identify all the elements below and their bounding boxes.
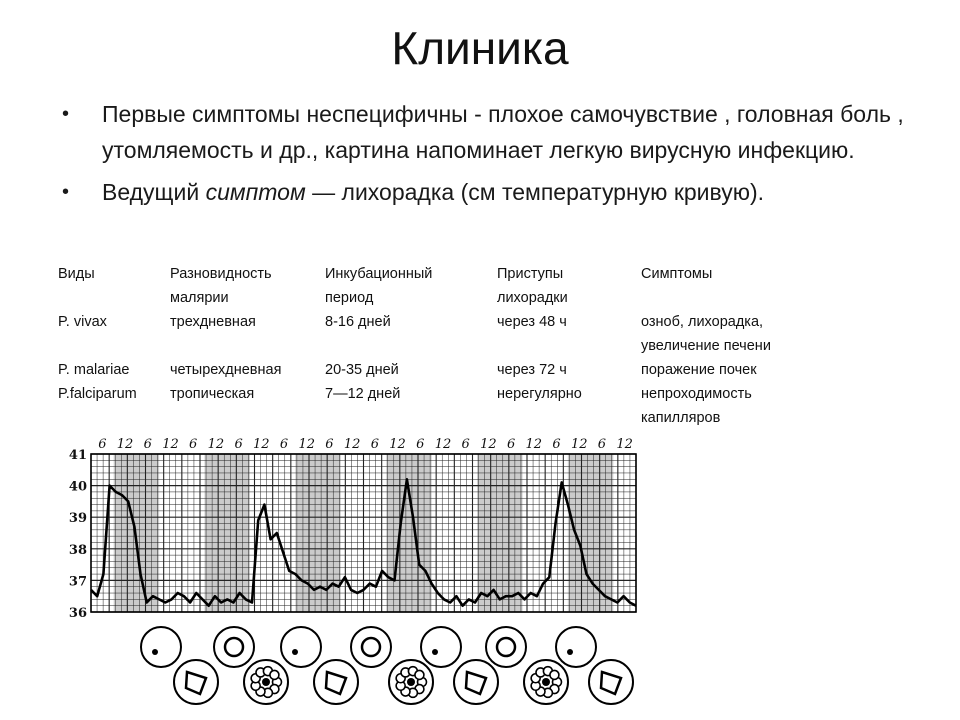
- blood-cell: [556, 627, 596, 667]
- table-row: [58, 310, 818, 358]
- parasite-dot: [292, 649, 298, 655]
- table-cell: озноб, лихорадка, увеличение печени: [641, 314, 771, 354]
- y-tick-label: 36: [68, 606, 87, 621]
- table-cell: 8-16 дней: [325, 314, 391, 330]
- x-tick-label: 12: [525, 437, 543, 452]
- table-cell: поражение почек: [641, 362, 757, 378]
- table-cell: через 72 ч: [497, 362, 567, 378]
- blood-cell: [281, 627, 321, 667]
- table-header: Разновидность малярии: [170, 266, 272, 306]
- x-tick-label: 12: [616, 437, 633, 452]
- blood-cell: [214, 627, 254, 667]
- blood-cell: [141, 627, 181, 667]
- x-tick-label: 6: [189, 437, 198, 452]
- x-tick-label: 12: [343, 437, 361, 452]
- x-tick-label: 6: [370, 437, 379, 452]
- x-tick-label: 6: [416, 437, 425, 452]
- table-cell: непроходимость капилляров: [641, 386, 752, 426]
- table-cell: четырехдневная: [170, 362, 282, 378]
- x-tick-label: 6: [506, 437, 516, 452]
- table-cell: тропическая: [170, 386, 255, 402]
- bullet-text: Первые симптомы неспецифичны - плохое самочувствие , головная боль , утомляемость и др., картина напоминает легкую вирусную инфекцию.: [102, 101, 904, 163]
- parasite-dot: [152, 649, 158, 655]
- x-tick-label: 12: [162, 437, 179, 452]
- x-tick-label: 12: [480, 437, 497, 452]
- bullet-item: [62, 174, 922, 210]
- parasite-dot: [432, 649, 438, 655]
- y-tick-label: 41: [68, 448, 87, 463]
- blood-cell-illustrations: [141, 627, 633, 704]
- table-header: Симптомы: [641, 266, 713, 282]
- bullet-text-em: симптом: [205, 179, 306, 205]
- x-tick-label: 12: [570, 437, 588, 452]
- x-tick-label: 6: [461, 437, 470, 452]
- y-tick-label: 39: [68, 511, 87, 527]
- x-tick-label: 6: [597, 437, 607, 452]
- malaria-table: [58, 262, 818, 430]
- bullet-dot-icon: •: [62, 103, 70, 125]
- chart-stripe: [205, 454, 250, 612]
- bullet-list: [62, 96, 922, 216]
- x-tick-label: 12: [207, 437, 225, 452]
- chart-stripe: [386, 454, 431, 612]
- table-header: Инкубационный период: [325, 266, 433, 306]
- table-header: Приступы лихорадки: [497, 266, 568, 306]
- pigment-dot: [542, 678, 550, 686]
- chart-stripe: [477, 454, 522, 612]
- table-cell: P.falciparum: [58, 386, 137, 402]
- pigment-dot: [407, 678, 415, 686]
- blood-cell: [486, 627, 526, 667]
- y-tick-label: 40: [68, 479, 87, 495]
- merozoite: [270, 670, 279, 679]
- table-header-row: [58, 262, 818, 310]
- table-cell: трехдневная: [170, 314, 256, 330]
- bullet-item: [62, 96, 922, 168]
- x-tick-label: 6: [98, 437, 107, 452]
- table-header: Виды: [58, 266, 95, 282]
- chart-x-tick-labels: [98, 437, 633, 452]
- x-tick-label: 6: [552, 437, 561, 452]
- y-tick-label: 38: [68, 542, 87, 558]
- temperature-curve-figure: [56, 430, 656, 715]
- bullet-text-post: — лихорадка (см температурную кривую).: [305, 179, 765, 205]
- table-cell: 20-35 дней: [325, 362, 399, 378]
- parasite-dot: [567, 649, 573, 655]
- x-tick-label: 6: [325, 437, 334, 452]
- table-cell: через 48 ч: [497, 314, 567, 330]
- x-tick-label: 6: [234, 437, 243, 452]
- table-cell: нерегулярно: [497, 386, 582, 402]
- slide-title: Клиника: [391, 22, 569, 74]
- table-cell: P. malariae: [58, 362, 130, 378]
- blood-cell: [351, 627, 391, 667]
- x-tick-label: 12: [434, 437, 452, 452]
- pigment-dot: [262, 678, 270, 686]
- bullet-text-pre: Ведущий: [102, 179, 206, 205]
- table-row: [58, 382, 818, 430]
- y-tick-label: 37: [68, 574, 87, 590]
- table-cell: 7—12 дней: [325, 386, 401, 402]
- table-row: [58, 358, 818, 382]
- x-tick-label: 6: [143, 437, 152, 452]
- bullet-dot-icon: •: [62, 181, 70, 203]
- x-tick-label: 12: [298, 437, 316, 452]
- blood-cell: [421, 627, 461, 667]
- x-tick-label: 12: [389, 437, 406, 452]
- x-tick-label: 12: [253, 437, 270, 452]
- chart-y-tick-labels: [69, 448, 87, 621]
- merozoite: [550, 670, 559, 679]
- merozoite: [415, 670, 424, 679]
- table-cell: P. vivax: [58, 314, 107, 330]
- x-tick-label: 12: [116, 437, 134, 452]
- x-tick-label: 6: [279, 437, 289, 452]
